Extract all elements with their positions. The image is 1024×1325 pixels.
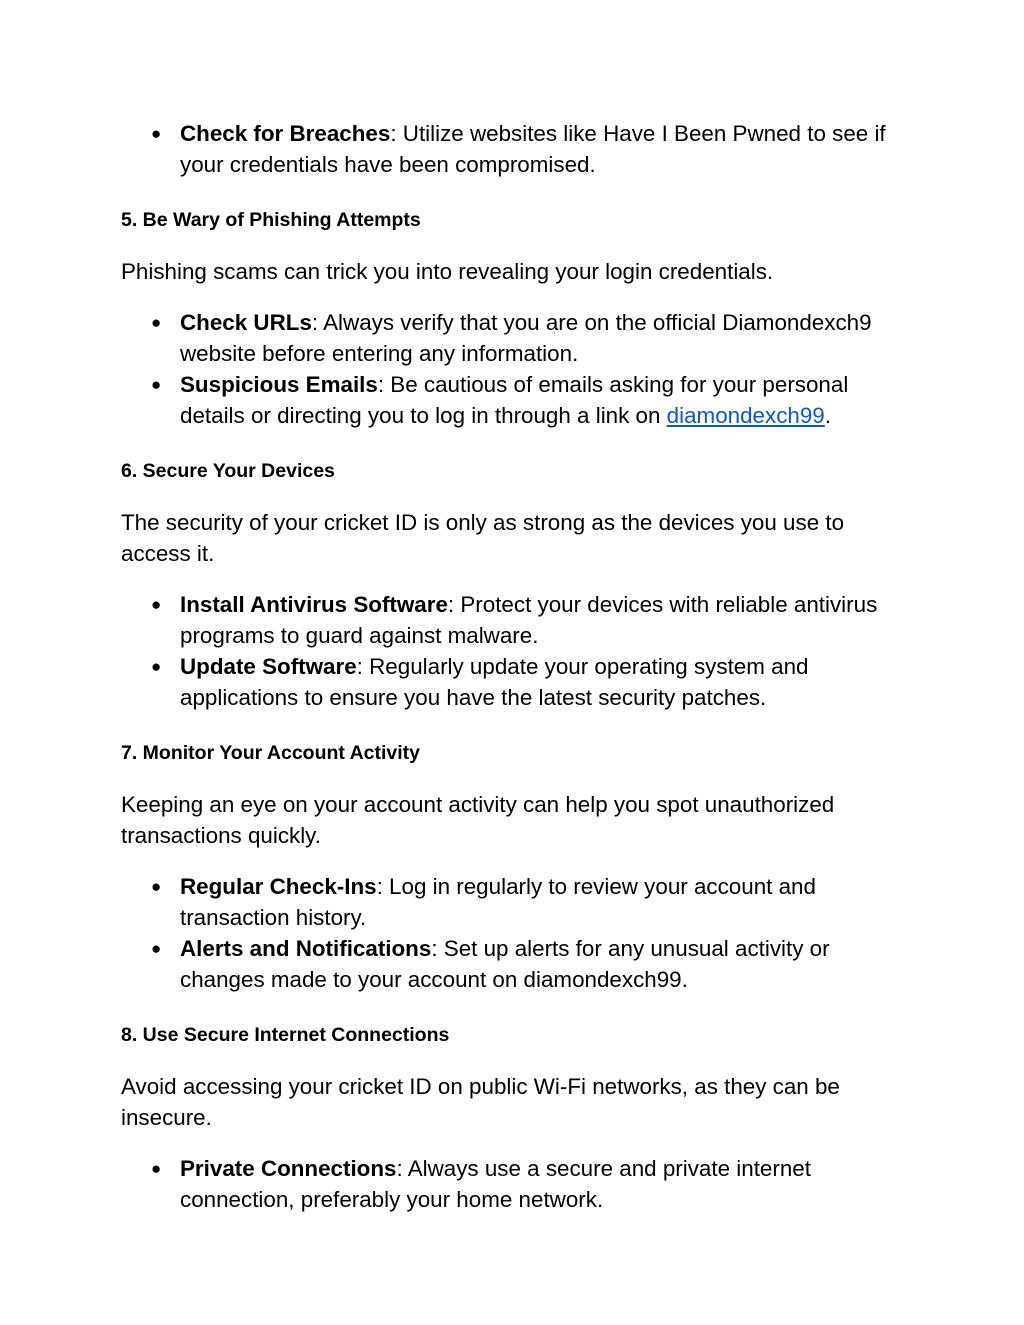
list-item <box>121 118 911 180</box>
section-paragraph: Avoid accessing your cricket ID on public Wi-Fi networks, as they can be insecure. <box>121 1074 840 1130</box>
item-label: Alerts and Notifications <box>180 936 432 961</box>
list-item <box>121 933 911 995</box>
section-heading: 6. Secure Your Devices <box>121 460 335 482</box>
item-label: Check URLs <box>180 310 312 335</box>
section-heading: 5. Be Wary of Phishing Attempts <box>121 209 421 231</box>
bullet-icon: ● <box>151 939 162 958</box>
list-item <box>121 307 911 369</box>
item-text: : Set up alerts for any unusual activity or changes made to your account on diamondexch99. <box>180 936 830 992</box>
item-label: Check for Breaches <box>180 121 391 146</box>
item-text: : Protect your devices with reliable antivirus programs to guard against malware. <box>180 592 878 648</box>
section-paragraph: The security of your cricket ID is only as strong as the devices you use to access it. <box>121 510 845 566</box>
item-text: : Regularly update your operating system and applications to ensure you have the latest security patches. <box>180 654 809 710</box>
bullet-icon: ● <box>151 1159 162 1178</box>
section-heading: 8. Use Secure Internet Connections <box>121 1024 450 1046</box>
list-item <box>121 589 911 651</box>
bullet-icon: ● <box>151 657 162 676</box>
bullet-icon: ● <box>151 375 162 394</box>
list-item <box>121 369 911 431</box>
item-text: : Be cautious of emails asking for your personal details or directing you to log in through a link on <box>180 372 849 428</box>
item-text: : Utilize websites like Have I Been Pwned to see if your credentials have been compromised. <box>180 121 886 177</box>
item-text-after: . <box>824 403 831 428</box>
bullet-icon: ● <box>151 313 162 332</box>
list-item <box>121 651 911 713</box>
list-item <box>121 1153 911 1215</box>
bullet-icon: ● <box>151 877 162 896</box>
item-text: : Log in regularly to review your account and transaction history. <box>180 874 816 930</box>
item-label: Private Connections <box>180 1156 397 1181</box>
list-item <box>121 871 911 933</box>
item-label: Install Antivirus Software <box>180 592 448 617</box>
bullet-icon: ● <box>151 595 162 614</box>
section-paragraph: Phishing scams can trick you into revealing your login credentials. <box>121 259 774 284</box>
item-label: Suspicious Emails <box>180 372 378 397</box>
item-label: Update Software <box>180 654 357 679</box>
item-label: Regular Check-Ins <box>180 874 377 899</box>
item-text: : Always use a secure and private internet connection, preferably your home network. <box>180 1156 811 1212</box>
item-text: : Always verify that you are on the official Diamondexch9 website before entering any information. <box>180 310 872 366</box>
section-paragraph: Keeping an eye on your account activity can help you spot unauthorized transactions quickly. <box>121 792 835 848</box>
bullet-icon: ● <box>151 124 162 143</box>
diamondexch99-link[interactable]: diamondexch99 <box>666 403 825 428</box>
document-page <box>121 118 911 1215</box>
section-heading: 7. Monitor Your Account Activity <box>121 742 421 764</box>
